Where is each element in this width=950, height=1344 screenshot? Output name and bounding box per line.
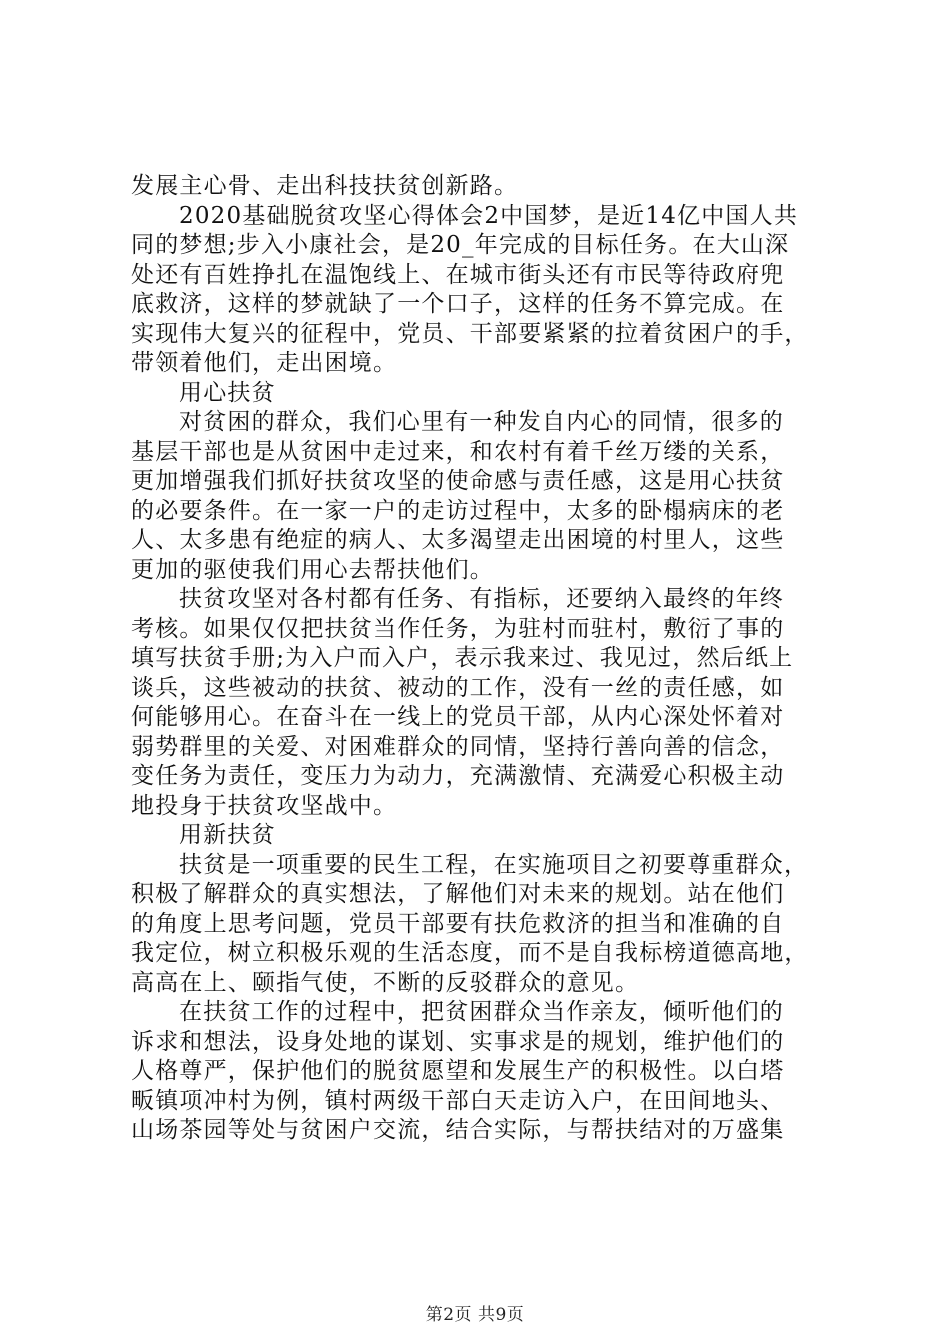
body-text-line: 扶贫攻坚对各村都有任务、有指标，还要纳入最终的年终 [179, 586, 784, 612]
body-text-line: 实现伟大复兴的征程中，党员、干部要紧紧的拉着贫困户的手， [131, 320, 809, 347]
body-text-line: 填写扶贫手册;为入户而入户，表示我来过、我见过，然后纸上 [131, 645, 794, 671]
body-text-line: 高高在上、颐指气使，不断的反驳群众的意见。 [131, 969, 640, 996]
body-text-line: 何能够用心。在奋斗在一线上的党员干部，从内心深处怀着对 [131, 704, 785, 730]
body-text-line: 弱势群里的关爱、对困难群众的同情，坚持行善向善的信念， [131, 733, 785, 760]
body-text-line: 谈兵，这些被动的扶贫、被动的工作，没有一丝的责任感，如 [131, 674, 785, 701]
body-text-line: 的必要条件。在一家一户的走访过程中，太多的卧榻病床的老 [131, 497, 785, 524]
body-text-line: 地投身于扶贫攻坚战中。 [131, 792, 398, 819]
section-heading: 用新扶贫 [179, 822, 276, 848]
body-text-line: 同的梦想;步入小康社会，是20_年完成的目标任务。在大山深 [131, 232, 790, 258]
page-number-footer: 第2页 共9页 [425, 1305, 525, 1325]
section-heading: 用心扶贫 [179, 379, 276, 406]
body-text-line: 底救济，这样的梦就缺了一个口子，这样的任务不算完成。在 [131, 291, 785, 317]
body-text-line: 更加增强我们抓好扶贫攻坚的使命感与责任感，这是用心扶贫 [131, 468, 785, 494]
body-text-line: 的角度上思考问题，党员干部要有扶危救济的担当和准确的自 [131, 910, 785, 937]
body-text-line: 带领着他们，走出困境。 [131, 350, 398, 376]
body-text-line: 变任务为责任，变压力为动力，充满激情、充满爱心积极主动 [131, 763, 785, 789]
body-text-line: 在扶贫工作的过程中，把贫困群众当作亲友，倾听他们的 [179, 999, 784, 1025]
body-text-line: 发展主心骨、走出科技扶贫创新路。 [131, 173, 519, 199]
body-text-line: 基层干部也是从贫困中走过来，和农村有着千丝万缕的关系， [131, 438, 785, 465]
body-text-line: 2020基础脱贫攻坚心得体会2中国梦，是近14亿中国人共 [179, 202, 799, 229]
body-text-line: 诉求和想法，设身处地的谋划、实事求是的规划，维护他们的 [131, 1028, 785, 1055]
body-text-line: 畈镇项冲村为例，镇村两级干部白天走访入户，在田间地头、 [131, 1087, 785, 1114]
body-text-line: 我定位，树立积极乐观的生活态度，而不是自我标榜道德高地， [131, 940, 809, 966]
body-text-line: 积极了解群众的真实想法，了解他们对未来的规划。站在他们 [131, 881, 785, 907]
body-text-line: 处还有百姓挣扎在温饱线上、在城市街头还有市民等待政府兜 [131, 261, 785, 288]
body-text-line: 对贫困的群众，我们心里有一种发自内心的同情，很多的 [179, 409, 784, 435]
body-text-line: 人格尊严，保护他们的脱贫愿望和发展生产的积极性。以白塔 [131, 1058, 785, 1084]
body-text-line: 人、太多患有绝症的病人、太多渴望走出困境的村里人，这些 [131, 527, 785, 553]
body-text-line: 扶贫是一项重要的民生工程，在实施项目之初要尊重群众， [179, 851, 809, 878]
body-text-line: 山场茶园等处与贫困户交流，结合实际，与帮扶结对的万盛集 [131, 1117, 785, 1143]
body-text-line: 考核。如果仅仅把扶贫当作任务，为驻村而驻村，敷衍了事的 [131, 615, 785, 642]
body-text-line: 更加的驱使我们用心去帮扶他们。 [131, 556, 494, 583]
